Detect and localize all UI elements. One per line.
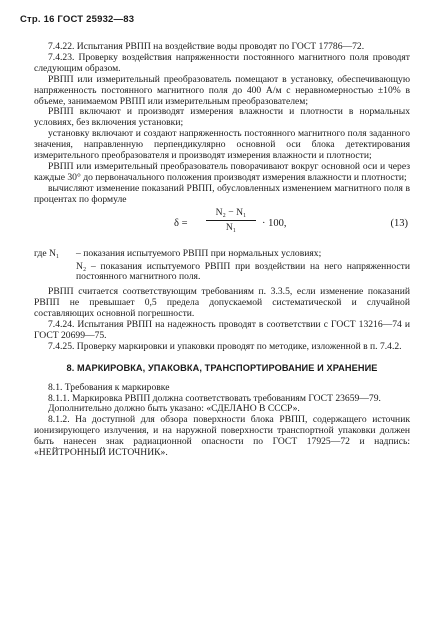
- paragraph-7-4-24: 7.4.24. Испытания РВПП на надежность проводят в соответствии с ГОСТ 13216—74 и ГОСТ 20699—75.: [34, 319, 410, 341]
- paragraph-place: РВПП или измерительный преобразователь помещают в установку, обеспечивающую напряженность постоянного магнитного поля до 400 А/м с неравномерностью ±10% в объеме, занимаемом РВПП или измерительным преобразователем;: [34, 73, 410, 107]
- document-body: [34, 42, 410, 459]
- paragraph-7-4-25: 7.4.25. Проверку маркировки и упаковки проводят по методике, изложенной в п. 7.4.2.: [48, 340, 402, 352]
- paragraph-on: РВПП включают и производят измерения влажности и плотности в нормальных условиях, без включения установки;: [34, 106, 410, 129]
- paragraph-8-1: 8.1. Требования к маркировке: [48, 381, 170, 393]
- paragraph-ok: РВПП считается соответствующим требованиям п. 3.3.5, если изменение показаний РВПП не превышает 0,5 предела допускаемой систематической и случайной составляющих основной погрешности.: [34, 286, 410, 320]
- section-heading-8: 8. МАРКИРОВКА, УПАКОВКА, ТРАНСПОРТИРОВАНИЕ И ХРАНЕНИЕ: [66, 362, 378, 373]
- legend-n2: N₂ – показания испытуемого РВПП при воздействии на него напряженности постоянного магнитного поля.: [76, 260, 410, 283]
- paragraph-setup: установку включают и создают напряженность постоянного магнитного поля заданного значения, направленную перпендикулярно основной оси блока детектирования измерительного преобразователя и производят измерения влажности и плотности;: [34, 128, 410, 162]
- paragraph-7-4-23: 7.4.23. Проверку воздействия напряженности постоянного магнитного поля проводят следующим образом.: [34, 51, 410, 74]
- formula-13: [34, 208, 410, 248]
- formula-rhs: · 100,: [262, 217, 287, 229]
- formula-number: (13): [390, 217, 408, 229]
- formula-lhs: δ =: [174, 217, 188, 229]
- formula-numerator: N₂ − N₁: [206, 208, 256, 221]
- legend-n1-text: – показания испытуемого РВПП при нормальных условиях;: [76, 247, 322, 259]
- paragraph-8-1-2: 8.1.2. На доступной для обзора поверхности блока РВПП, содержащего источник ионизирующего излучения, и на наружной поверхности транспортной упаковки должен быть нанесен знак радиационной опасности по ГОСТ 17925—72 и надпись: «НЕЙТРОННЫЙ ИСТОЧНИК».: [34, 414, 410, 459]
- paragraph-rotate: РВПП или измерительный преобразователь поворачивают вокруг основной оси и через каждые 30° до первоначального положения производят измерения влажности и плотности;: [34, 160, 410, 183]
- formula-fraction: [206, 208, 256, 234]
- paragraph-8-1-1: 8.1.1. Маркировка РВПП должна соответствовать требованиям ГОСТ 23659—79.: [48, 392, 381, 404]
- paragraph-additional: Дополнительно должно быть указано: «СДЕЛАНО В СССР».: [48, 403, 300, 415]
- legend-n1: [34, 249, 410, 260]
- legend-n1-lead: где N₁: [34, 247, 60, 259]
- page-header: Стр. 16 ГОСТ 25932—83: [20, 14, 135, 25]
- paragraph-calc: вычисляют изменение показаний РВПП, обусловленных изменением магнитного поля в процентах по формуле: [34, 182, 410, 205]
- paragraph-7-4-22: 7.4.22. Испытания РВПП на воздействие воды проводят по ГОСТ 17786—72.: [48, 41, 365, 52]
- formula-denominator: N₁: [225, 221, 237, 233]
